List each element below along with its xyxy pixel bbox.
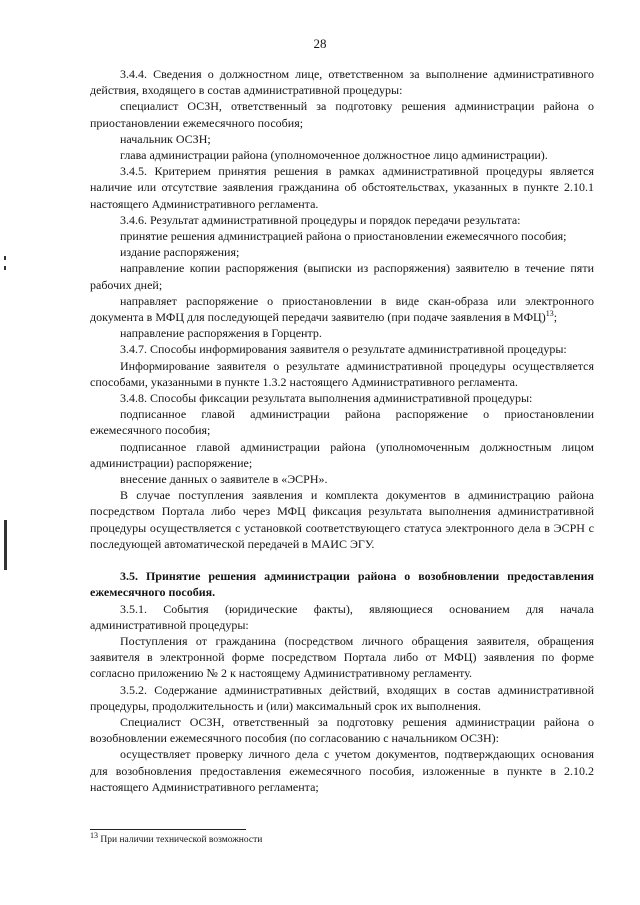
paragraph: 3.4.5. Критерием принятия решения в рамках административной процедуры является наличие или отсутствие заявления гражданина об обстоятельствах, указанных в пункте 2.10.1 настоящего Административного регламента. xyxy=(90,164,594,211)
scan-margin-mark xyxy=(4,256,6,260)
section-heading: 3.5. Принятие решения администрации района о возобновлении предоставления ежемесячного пособия. xyxy=(90,569,594,600)
paragraph-with-footnote xyxy=(90,293,594,325)
document-body xyxy=(90,66,594,795)
paragraph: В случае поступления заявления и комплекта документов в администрацию района посредством Портала либо через МФЦ фиксация результата выполнения административной процедуры осуществляется с установкой соответствующего статуса электронного дела в ЭСРН с последующей автоматической передачей в МАИС ЭГУ. xyxy=(90,488,594,551)
paragraph: 3.4.7. Способы информирования заявителя о результате административной процедуры: xyxy=(120,342,567,357)
paragraph: 3.4.6. Результат административной процедуры и порядок передачи результата: xyxy=(120,212,521,227)
paragraph: начальник ОСЗН; xyxy=(120,131,211,146)
scan-margin-mark xyxy=(4,520,7,570)
footnote-mark: 13 xyxy=(90,830,98,840)
footnote xyxy=(90,830,594,845)
scan-margin-mark xyxy=(4,266,6,270)
footnote-text: При наличии технической возможности xyxy=(100,835,263,845)
paragraph: специалист ОСЗН, ответственный за подготовку решения администрации района о приостановлении ежемесячного пособия; xyxy=(90,99,594,130)
paragraph: 3.5.1. События (юридические факты), являющиеся основанием для начала административной процедуры: xyxy=(90,601,594,632)
paragraph: 3.5.2. Содержание административных действий, входящих в состав административной процедуры, продолжительность и (или) максимальный срок их выполнения. xyxy=(90,682,594,713)
paragraph: глава администрации района (уполномоченное должностное лицо администрации). xyxy=(120,148,548,163)
paragraph: осуществляет проверку личного дела с учетом документов, подтверждающих основания для возобновления предоставления ежемесячного пособия, изложенные в пункте в 2.10.2 настоящего Административного регламента; xyxy=(90,747,594,794)
paragraph: Информирование заявителя о результате административной процедуры осуществляется способами, указанными в пункте 1.3.2 настоящего Административного регламента. xyxy=(90,358,594,389)
page-number: 28 xyxy=(313,36,327,51)
paragraph: принятие решения администрацией района о приостановлении ежемесячного пособия; xyxy=(120,229,567,244)
paragraph: направление копии распоряжения (выписки из распоряжения) заявителю в течение пяти рабочих дней; xyxy=(90,261,594,292)
paragraph: Специалист ОСЗН, ответственный за подготовку решения администрации района о возобновлении ежемесячного пособия (по согласованию с начальником ОСЗН): xyxy=(90,714,594,746)
paragraph-text: направляет распоряжение о приостановлении в виде скан-образа или электронного документа в МФЦ для последующей передачи заявителю (при подаче заявления в МФЦ) xyxy=(90,293,594,325)
paragraph: издание распоряжения; xyxy=(120,245,240,260)
paragraph: направление распоряжения в Горцентр. xyxy=(120,326,322,341)
paragraph: Поступления от гражданина (посредством личного обращения заявителя, обращения заявителя в электронной форме посредством Портала либо от МФЦ) заявления по форме согласно приложению № 2 к настоящему Административному регламенту. xyxy=(90,633,594,681)
paragraph: внесение данных о заявителе в «ЭСРН». xyxy=(120,472,328,487)
footnote-reference: 13 xyxy=(545,309,554,319)
paragraph-text-end: ; xyxy=(553,310,558,325)
paragraph: подписанное главой администрации района распоряжение о приостановлении ежемесячного пособия; xyxy=(90,407,594,438)
footnote-divider xyxy=(90,829,246,830)
paragraph: 3.4.8. Способы фиксации результата выполнения административной процедуры: xyxy=(120,391,533,406)
paragraph: 3.4.4. Сведения о должностном лице, ответственном за выполнение административного действия, входящего в состав административной процедуры: xyxy=(90,67,594,98)
paragraph: подписанное главой администрации района (уполномоченным должностным лицом администрации) распоряжение; xyxy=(90,439,594,470)
